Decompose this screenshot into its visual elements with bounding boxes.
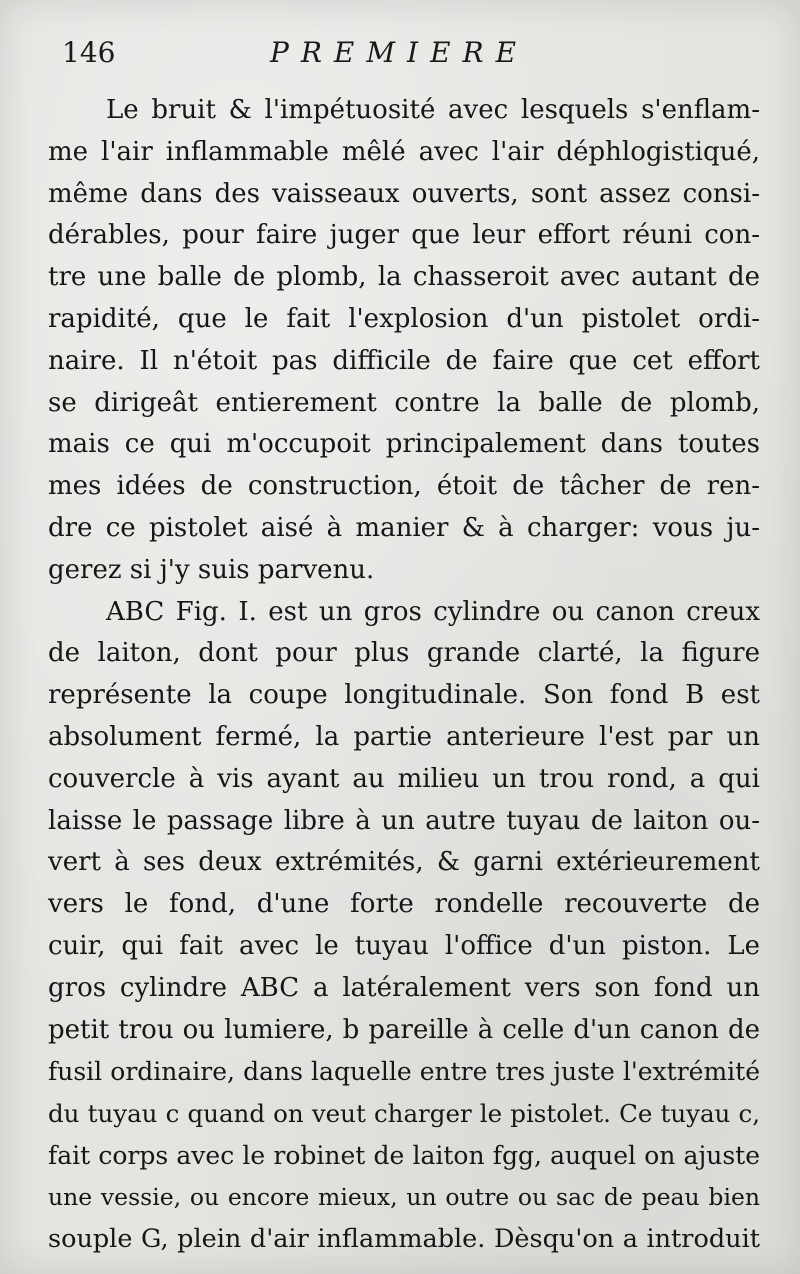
- text-line: couvercle à vis ayant au milieu un trou rond, a qui: [48, 763, 760, 794]
- text-line: vers le fond, d'une forte rondelle recouverte de: [48, 889, 760, 920]
- text-line: une vessie, ou encore mieux, un outre ou sac de peau bien: [48, 1182, 760, 1211]
- text-line: laisse le passage libre à un autre tuyau de laiton ou-: [48, 805, 760, 836]
- page-number: 146: [62, 36, 116, 69]
- text-line: petit trou ou lumiere, b pareille à celle d'un canon de: [48, 1014, 760, 1045]
- text-line: mes idées de construction, étoit de tâcher de ren-: [48, 471, 760, 502]
- text-line: se dirigeât entierement contre la balle de plomb,: [48, 387, 760, 418]
- text-line: cuir, qui fait avec le tuyau l'office d'un piston. Le: [48, 930, 760, 961]
- text-line: me l'air inflammable mêlé avec l'air déphlogistiqué,: [48, 136, 760, 167]
- text-line: ABC Fig. I. est un gros cylindre ou canon creux: [106, 596, 760, 627]
- text-line: fait corps avec le robinet de laiton fgg, auquel on ajuste: [48, 1140, 760, 1170]
- text-line: Le bruit & l'impétuosité avec lesquels s'enflam-: [106, 95, 760, 125]
- text-line: souple G, plein d'air inflammable. Dèsqu'on a introduit: [48, 1223, 760, 1254]
- text-line: tre une balle de plomb, la chasseroit avec autant de: [48, 262, 760, 293]
- text-line: même dans des vaisseaux ouverts, sont assez consi-: [48, 178, 760, 209]
- text-line: rapidité, que le fait l'explosion d'un pistolet ordi-: [48, 303, 760, 334]
- text-line: gerez si j'y suis parvenu.: [48, 554, 375, 585]
- text-line: dre ce pistolet aisé à manier & à charger: vous ju-: [48, 512, 760, 543]
- running-head: PREMIERE: [270, 36, 529, 69]
- text-line: dérables, pour faire juger que leur effort réuni con-: [48, 220, 760, 251]
- text-line: représente la coupe longitudinale. Son fond B est: [48, 680, 760, 711]
- text-line: de laiton, dont pour plus grande clarté, la figure: [48, 638, 760, 669]
- text-line: mais ce qui m'occupoit principalement dans toutes: [48, 429, 760, 460]
- text-line: naire. Il n'étoit pas difficile de faire que cet effort: [48, 345, 760, 376]
- text-line: absolument fermé, la partie anterieure l'est par un: [48, 721, 760, 752]
- text-line: du tuyau c quand on veut charger le pistolet. Ce tuyau c,: [48, 1099, 760, 1129]
- text-line: vert à ses deux extrémités, & garni extérieurement: [48, 847, 760, 878]
- text-line: fusil ordinaire, dans laquelle entre tres juste l'extrémité: [48, 1057, 760, 1087]
- text-line: gros cylindre ABC a latéralement vers son fond un: [48, 972, 760, 1003]
- body-text: [48, 90, 760, 1260]
